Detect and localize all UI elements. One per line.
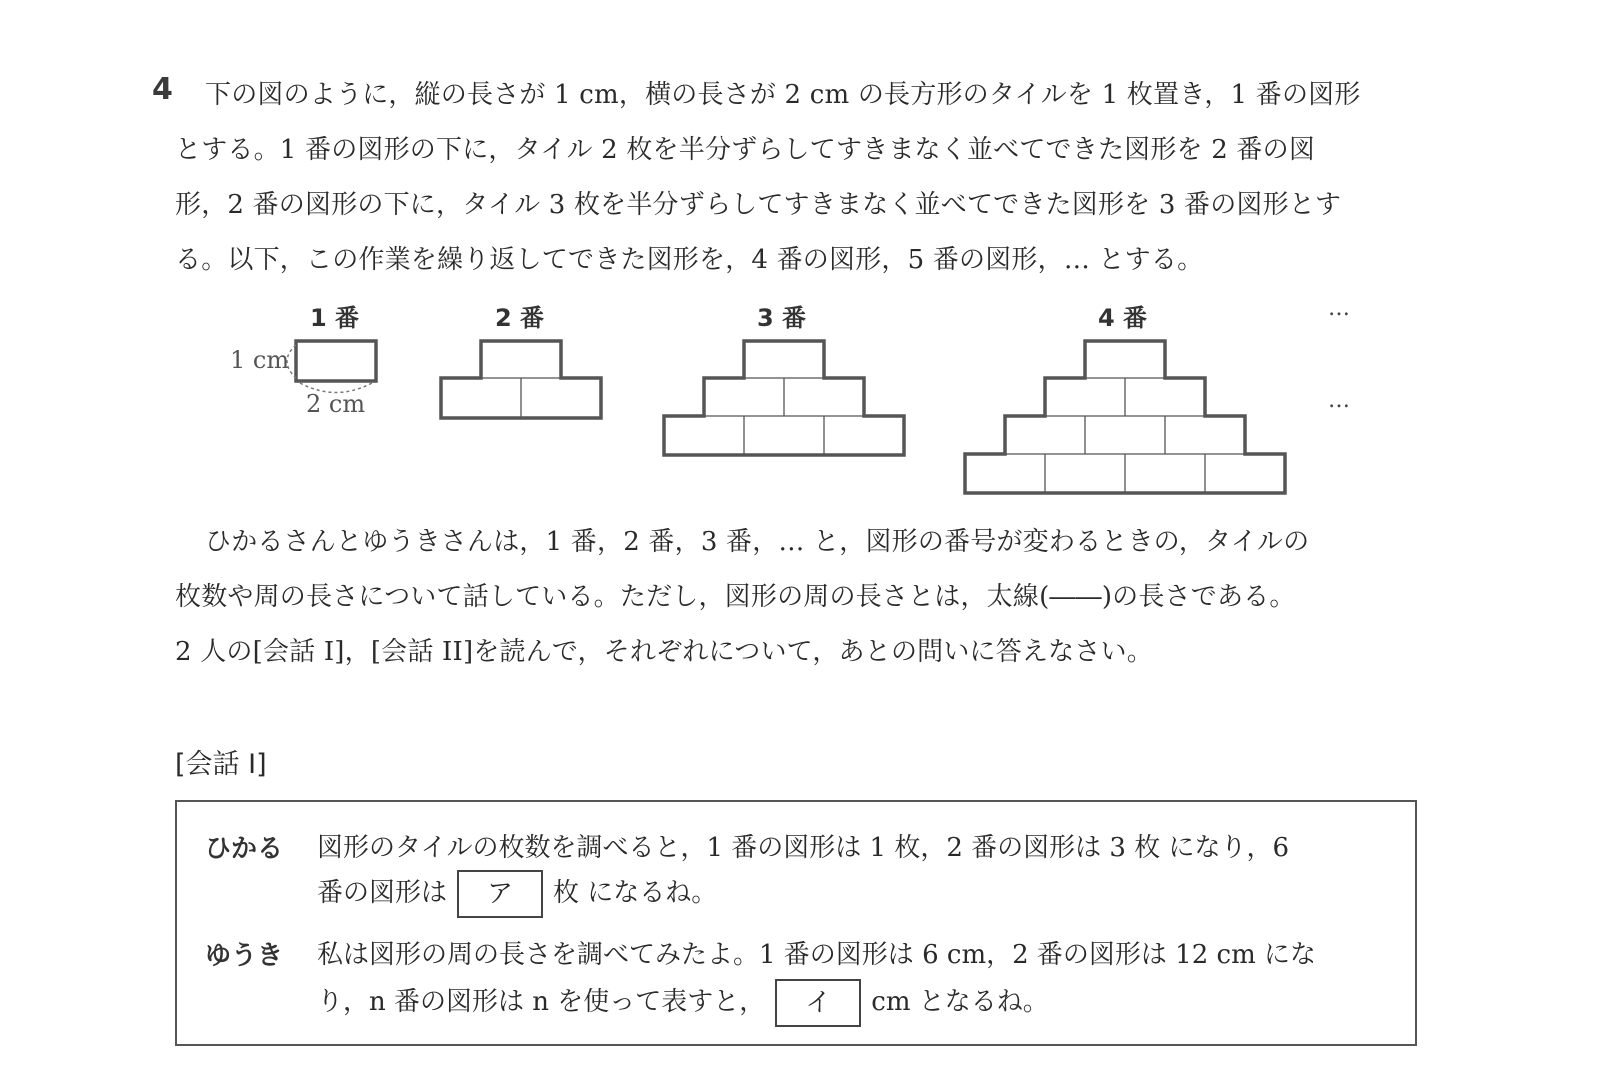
conversation-title: [会話 I] [175,749,267,780]
yuuki-line-2-post: cm となるね。 [871,987,1049,1017]
hikaru-line-1: 図形のタイルの枚数を調べると，1 番の図形は 1 枚，2 番の図形は 3 枚 になり，6 [317,833,1290,863]
figure-label-1: 1 番 [310,304,360,332]
figure-ellipsis-top: … [1328,296,1352,321]
problem-number: 4 [152,72,173,107]
figure-4 [965,341,1285,493]
intro-line-4: る。以下，この作業を繰り返してできた図形を，4 番の図形，5 番の図形，… とする。 [175,245,1204,275]
body-line-2: 枚数や周の長さについて話している。ただし，図形の周の長さとは，太線(――)の長さである。 [175,582,1296,612]
figure-ellipsis-mid: … [1328,388,1352,413]
figure-3 [664,341,904,455]
figure-1 [287,341,376,393]
body-line-1: ひかるさんとゆうきさんは，1 番，2 番，3 番，… と，図形の番号が変わるときの，タイルの [205,527,1310,557]
figure-label-4: 4 番 [1098,304,1148,332]
intro-line-3: 形，2 番の図形の下に，タイル 3 枚を半分ずらしてすきまなく並べてできた図形を 3 番の図形とす [175,190,1342,220]
answer-box-i[interactable]: イ [775,979,861,1027]
speaker-yuuki: ゆうき [205,941,284,971]
conversation-box [175,800,1417,1046]
body-line-3: 2 人の[会話 I]，[会話 II]を読んで，それぞれについて，あとの問いに答えなさい。 [175,637,1153,667]
figure-label-3: 3 番 [757,304,807,332]
hikaru-line-2-pre: 番の図形は [317,878,448,908]
hikaru-line-2 [317,870,717,918]
tile-figures [0,0,1600,520]
intro-line-1: 下の図のように，縦の長さが 1 cm，横の長さが 2 cm の長方形のタイルを 1 枚置き，1 番の図形 [205,80,1361,110]
yuuki-line-2 [317,979,1049,1027]
yuuki-line-2-pre: り，n 番の図形は n を使って表すと， [317,987,766,1017]
answer-box-a[interactable]: ア [457,870,543,918]
figure-2 [441,341,601,418]
dimension-height-label: 1 cm [230,346,290,374]
dimension-width-label: 2 cm [306,390,366,418]
intro-line-2: とする。1 番の図形の下に，タイル 2 枚を半分ずらしてすきまなく並べてできた図形を 2 番の図 [175,135,1316,165]
yuuki-line-1: 私は図形の周の長さを調べてみたよ。1 番の図形は 6 cm，2 番の図形は 12 cm にな [317,940,1316,970]
figure-label-2: 2 番 [495,304,545,332]
speaker-hikaru: ひかる [205,834,284,864]
hikaru-line-2-post: 枚 になるね。 [553,878,718,908]
